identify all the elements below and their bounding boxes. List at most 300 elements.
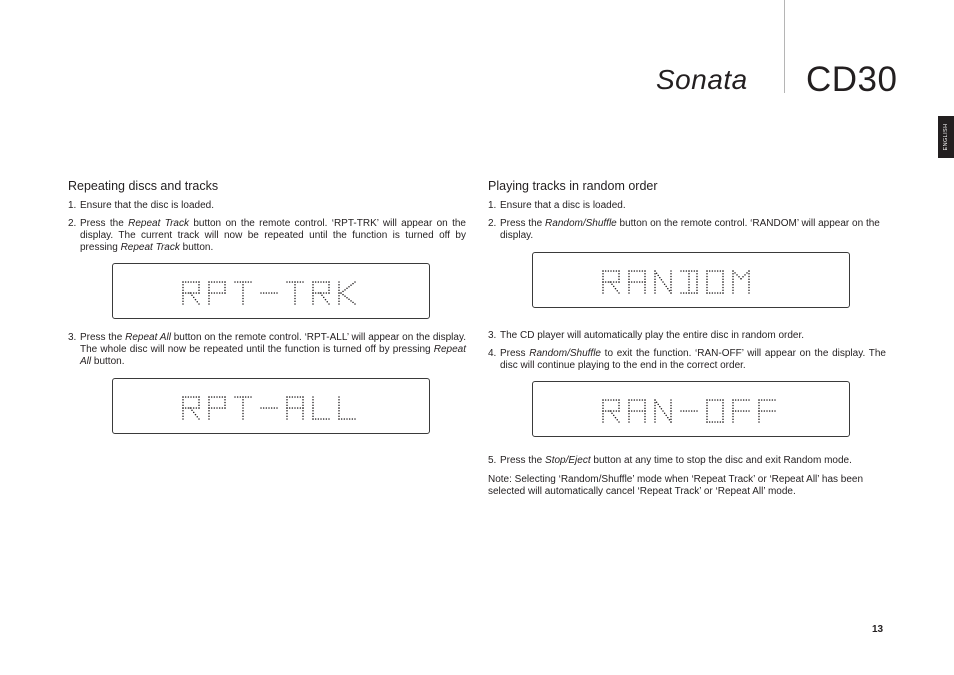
lcd-dot [712,292,714,294]
lcd-dot [185,292,187,294]
lcd-dot [208,281,210,283]
lcd-dot [642,281,644,283]
lcd-dot [618,399,620,401]
lcd-dot [644,416,646,418]
lcd-dot [198,418,200,420]
lcd-dot [211,407,213,409]
lcd-dot [208,298,210,300]
lcd-dot [321,294,323,296]
lcd-dot [602,270,604,272]
lcd-dot [302,413,304,415]
lcd-dot [748,273,750,275]
lcd-dot [688,284,690,286]
lcd-dot [338,284,340,286]
display-panel [112,378,430,434]
lcd-dot [346,418,348,420]
lcd-dot [696,273,698,275]
lcd-dot [670,410,672,412]
lcd-dot [234,396,236,398]
lcd-dot [722,270,724,272]
dot-matrix-display [113,379,429,433]
lcd-dot [644,281,646,283]
lcd-dot [766,410,768,412]
lcd-dot [338,287,340,289]
lcd-dot [644,270,646,272]
lcd-dot [748,270,750,272]
lcd-dot [628,399,630,401]
lcd-dot [654,408,656,410]
lcd-dot [670,416,672,418]
lcd-dot [602,399,604,401]
lcd-dot [744,274,746,276]
lcd-dot [338,418,340,420]
lcd-dot [662,281,664,283]
lcd-dot [182,281,184,283]
lcd-dot [208,405,210,407]
lcd-dot [198,396,200,398]
lcd-dot [706,292,708,294]
lcd-dot [260,292,262,294]
lcd-dot [286,418,288,420]
lcd-dot [182,418,184,420]
lcd-dot [312,405,314,407]
lcd-dot [208,295,210,297]
lcd-dot [338,407,340,409]
lcd-dot [346,288,348,290]
lcd-dot [182,410,184,412]
lcd-dot [722,419,724,421]
lcd-dot [688,281,690,283]
display-panel [532,381,850,437]
lcd-dot [211,396,213,398]
lcd-dot [761,399,763,401]
lcd-dot [196,281,198,283]
header-divider [784,0,785,93]
lcd-dot [292,396,294,398]
lcd-dot [312,416,314,418]
lcd-dot [706,408,708,410]
lcd-dot [616,270,618,272]
lcd-dot [208,287,210,289]
lcd-dot [191,409,193,411]
lcd-dot [338,292,340,294]
lcd-dot [748,292,750,294]
lcd-dot [639,399,641,401]
lcd-dot [644,421,646,423]
lcd-dot [325,299,327,301]
lcd-dot [758,413,760,415]
lcd-dot [634,399,636,401]
lcd-dot [610,270,612,272]
lcd-dot [286,407,288,409]
lcd-dot [618,292,620,294]
lcd-dot [182,298,184,300]
list-item: 3. The CD player will automatically play the entire disc in random order. [488,330,805,341]
lcd-dot [748,284,750,286]
lcd-dot [349,418,351,420]
lcd-dot [198,292,200,294]
lcd-dot [312,402,314,404]
lcd-dot [338,399,340,401]
lcd-dot [657,275,659,277]
lcd-dot [696,279,698,281]
lcd-dot [286,410,288,412]
list-item: 5. Press the Stop/Eject button at any time to stop the disc and exit Random mode. [488,455,852,466]
lcd-dot [302,407,304,409]
lcd-dot [688,410,690,412]
lcd-dot [189,407,191,409]
lcd-dot [732,273,734,275]
lcd-dot [712,270,714,272]
lcd-dot [628,421,630,423]
language-tab [938,116,954,158]
lcd-dot [732,413,734,415]
lcd-dot [644,405,646,407]
lcd-dot [696,281,698,283]
lcd-dot [644,284,646,286]
lcd-dot [639,270,641,272]
lcd-dot [182,284,184,286]
lcd-dot [688,276,690,278]
lcd-dot [644,287,646,289]
lcd-dot [722,408,724,410]
lcd-dot [608,281,610,283]
lcd-dot [613,399,615,401]
lcd-dot [642,399,644,401]
lcd-dot [214,396,216,398]
lcd-dot [740,278,742,280]
lcd-dot [189,292,191,294]
lcd-dot [323,292,325,294]
lcd-dot [774,399,776,401]
lcd-dot [342,291,344,293]
lcd-dot [248,396,250,398]
lcd-dot [354,281,356,283]
lcd-dot [222,292,224,294]
lcd-dot [602,276,604,278]
lcd-dot [292,281,294,283]
lcd-dot [670,276,672,278]
lcd-dot [609,410,611,412]
lcd-dot [709,421,711,423]
lcd-dot [696,276,698,278]
lcd-dot [312,396,314,398]
lcd-dot [735,399,737,401]
lcd-dot [732,399,734,401]
lcd-dot [338,402,340,404]
lcd-dot [286,413,288,415]
lcd-dot [720,292,722,294]
lcd-dot [722,413,724,415]
lcd-dot [656,401,658,403]
lcd-dot [769,410,771,412]
lcd-dot [242,301,244,303]
lcd-dot [644,276,646,278]
lcd-dot [631,281,633,283]
lcd-dot [302,402,304,404]
lcd-dot [722,292,724,294]
lcd-dot [654,410,656,412]
lcd-dot [615,288,617,290]
lcd-dot [237,281,239,283]
lcd-dot [691,410,693,412]
lcd-dot [636,399,638,401]
lcd-dot [323,418,325,420]
lcd-dot [274,407,276,409]
lcd-dot [338,410,340,412]
lcd-dot [302,281,304,283]
lcd-dot [746,410,748,412]
lcd-dot [224,399,226,401]
lcd-dot [748,276,750,278]
lcd-dot [198,284,200,286]
lcd-dot [216,396,218,398]
lcd-dot [616,410,618,412]
lcd-dot [224,281,226,283]
lcd-dot [182,290,184,292]
lcd-dot [352,418,354,420]
lcd-dot [694,410,696,412]
lcd-dot [312,418,314,420]
lcd-dot [242,281,244,283]
lcd-dot [732,281,734,283]
lcd-dot [732,410,734,412]
lcd-dot [712,421,714,423]
lcd-dot [696,270,698,272]
lcd-dot [312,298,314,300]
lcd-dot [628,408,630,410]
lcd-dot [764,399,766,401]
lcd-dot [732,421,734,423]
lcd-dot [328,303,330,305]
lcd-dot [182,405,184,407]
lcd-dot [286,396,288,398]
lcd-dot [224,292,226,294]
lcd-dot [208,407,210,409]
lcd-dot [758,410,760,412]
lcd-dot [758,421,760,423]
lcd-dot [224,405,226,407]
lcd-dot [294,284,296,286]
lcd-dot [654,270,656,272]
lcd-dot [618,276,620,278]
lcd-dot [250,281,252,283]
lcd-dot [605,281,607,283]
lcd-dot [610,399,612,401]
lcd-dot [222,281,224,283]
lcd-dot [714,292,716,294]
lcd-dot [312,301,314,303]
lcd-dot [326,418,328,420]
lcd-dot [182,413,184,415]
lcd-dot [712,399,714,401]
lcd-dot [224,402,226,404]
lcd-dot [185,407,187,409]
lcd-dot [196,301,198,303]
lcd-dot [242,410,244,412]
lcd-dot [670,405,672,407]
lcd-dot [182,287,184,289]
lcd-dot [722,421,724,423]
lcd-dot [208,418,210,420]
lcd-dot [722,410,724,412]
lcd-dot [294,396,296,398]
lcd-dot [346,297,348,299]
lcd-dot [297,407,299,409]
lcd-dot [190,281,192,283]
lcd-dot [289,396,291,398]
lcd-dot [717,421,719,423]
lcd-dot [683,410,685,412]
lcd-dot [644,273,646,275]
lcd-dot [196,416,198,418]
lcd-dot [688,290,690,292]
lcd-dot [182,402,184,404]
lcd-dot [312,413,314,415]
lcd-dot [341,418,343,420]
lcd-dot [732,270,734,272]
lcd-dot [636,270,638,272]
list-item: 1. Ensure that a disc is loaded. [488,200,626,211]
lcd-dot [691,270,693,272]
lcd-dot [326,292,328,294]
lcd-dot [670,284,672,286]
lcd-dot [644,419,646,421]
lcd-dot [289,281,291,283]
lcd-dot [302,405,304,407]
display-panel [112,263,430,319]
display-panel [532,252,850,308]
lcd-dot [732,402,734,404]
lcd-dot [709,399,711,401]
lcd-dot [714,421,716,423]
lcd-dot [193,407,195,409]
lcd-dot [654,276,656,278]
lcd-dot [732,416,734,418]
lcd-dot [691,292,693,294]
lcd-dot [242,298,244,300]
lcd-dot [605,399,607,401]
lcd-dot [219,396,221,398]
lcd-dot [748,290,750,292]
lcd-dot [738,399,740,401]
lcd-dot [198,281,200,283]
lcd-dot [260,407,262,409]
lcd-dot [628,413,630,415]
lcd-dot [618,279,620,281]
lcd-dot [302,410,304,412]
lcd-dot [758,405,760,407]
lcd-dot [300,396,302,398]
lcd-dot [182,295,184,297]
lcd-dot [294,281,296,283]
lcd-dot [242,284,244,286]
lcd-dot [722,281,724,283]
lcd-dot [748,287,750,289]
lcd-dot [670,292,672,294]
lcd-dot [732,419,734,421]
lcd-dot [315,292,317,294]
lcd-dot [242,405,244,407]
lcd-dot [722,284,724,286]
lcd-dot [602,273,604,275]
lcd-dot [722,402,724,404]
lcd-dot [654,281,656,283]
lcd-dot [659,406,661,408]
lcd-dot [696,410,698,412]
lcd-dot [743,399,745,401]
lcd-dot [182,399,184,401]
lcd-dot [694,270,696,272]
lcd-dot [294,287,296,289]
lcd-dot [670,290,672,292]
lcd-dot [208,416,210,418]
lcd-dot [286,416,288,418]
lcd-dot [182,301,184,303]
lcd-dot [746,272,748,274]
lcd-dot [758,399,760,401]
lcd-dot [657,404,659,406]
lcd-dot [608,270,610,272]
lcd-dot [618,405,620,407]
lcd-dot [742,276,744,278]
lcd-dot [608,410,610,412]
lcd-dot [628,281,630,283]
lcd-dot [706,270,708,272]
lcd-dot [208,284,210,286]
lcd-dot [722,279,724,281]
lcd-dot [237,396,239,398]
lcd-dot [654,402,656,404]
dot-matrix-display [533,253,849,307]
lcd-dot [722,405,724,407]
lcd-dot [602,408,604,410]
lcd-dot [639,281,641,283]
lcd-dot [654,273,656,275]
lcd-dot [696,292,698,294]
lcd-dot [670,279,672,281]
lcd-dot [193,396,195,398]
lcd-dot [706,287,708,289]
lcd-dot [722,416,724,418]
lcd-dot [222,396,224,398]
lcd-dot [720,270,722,272]
lcd-dot [274,292,276,294]
lcd-dot [326,301,328,303]
lcd-dot [644,410,646,412]
lcd-dot [670,399,672,401]
lcd-dot [338,405,340,407]
lcd-dot [706,279,708,281]
lcd-dot [722,273,724,275]
lcd-dot [628,287,630,289]
lcd-dot [661,279,663,281]
lcd-dot [211,281,213,283]
lcd-dot [628,284,630,286]
lcd-dot [182,292,184,294]
lcd-dot [735,410,737,412]
lcd-dot [659,277,661,279]
lcd-dot [242,413,244,415]
lcd-dot [738,410,740,412]
lcd-dot [696,290,698,292]
lcd-dot [602,284,604,286]
lcd-dot [266,292,268,294]
lcd-dot [268,292,270,294]
lcd-dot [644,292,646,294]
lcd-dot [758,416,760,418]
lcd-dot [717,292,719,294]
